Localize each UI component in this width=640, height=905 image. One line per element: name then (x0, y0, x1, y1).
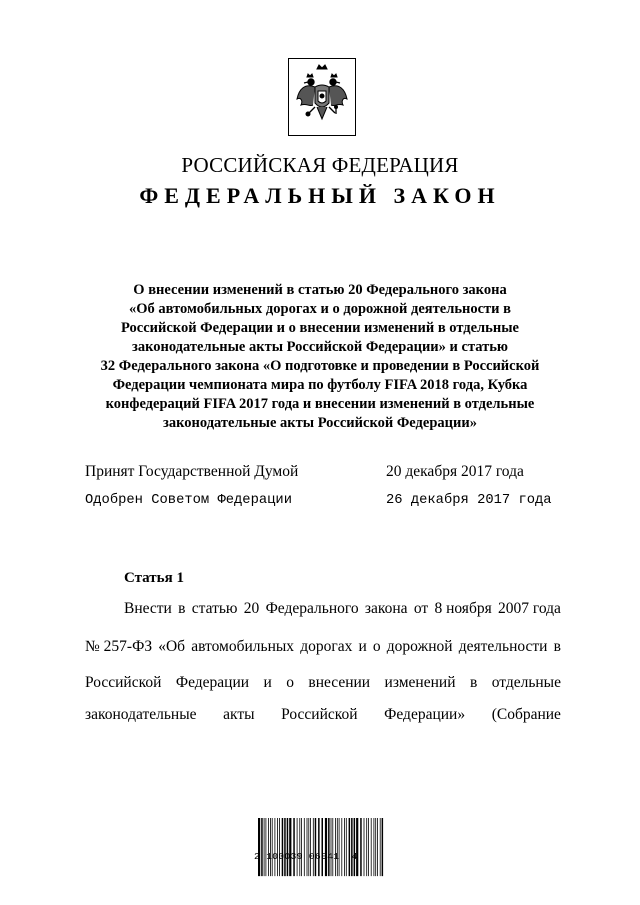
article-word: в (553, 638, 561, 655)
barcode-bar (374, 818, 375, 876)
double-headed-eagle-icon (289, 59, 355, 135)
barcode-bar (261, 818, 263, 876)
article-word: 8 ноября (434, 600, 492, 617)
article-word: Российской (281, 706, 358, 723)
barcode-bar (351, 818, 353, 876)
barcode-bar (366, 818, 367, 876)
barcode-bar (315, 818, 317, 876)
article-word: Федерального (265, 600, 359, 617)
article-body-line (85, 706, 561, 724)
article-word: статью (191, 600, 238, 617)
law-name-line: Федерации чемпионата мира по футболу FIFA 2018 года, Кубка (112, 377, 528, 393)
council-approval-date: 26 декабря 2017 года (386, 493, 552, 508)
barcode-bar (368, 818, 369, 876)
barcode-bar (301, 818, 302, 876)
article-word: в (178, 600, 186, 617)
barcode-bar (346, 818, 347, 876)
barcode-bar (308, 818, 309, 876)
article-word: Российской (85, 674, 162, 691)
coat-of-arms-emblem (288, 58, 356, 136)
barcode-bar (332, 818, 333, 876)
barcode-bar (360, 818, 362, 876)
barcode-bar (318, 818, 320, 876)
barcode-bar (382, 818, 384, 876)
barcode-bar (277, 818, 278, 876)
law-name-line: «Об автомобильных дорогах и о дорожной деятельности в (129, 301, 511, 317)
barcode-bar (279, 818, 280, 876)
country-heading: РОССИЙСКАЯ ФЕДЕРАЦИЯ (181, 153, 459, 177)
article-word: акты (223, 706, 255, 723)
barcode-bar (377, 818, 378, 876)
council-approval-label: Одобрен Советом Федерации (85, 493, 292, 508)
article-word: законодательные (85, 706, 197, 723)
barcode-bar (268, 818, 269, 876)
article-word: автомобильных (191, 638, 295, 655)
article-word: в (469, 674, 478, 691)
article-body-line (85, 638, 561, 656)
barcode-bar (364, 818, 365, 876)
barcode-bar (258, 818, 260, 876)
barcode-bar (331, 818, 332, 876)
article-word: (Собрание (491, 706, 561, 723)
duma-adoption-date: 20 декабря 2017 года (386, 463, 524, 480)
article-word: отдельные (491, 674, 561, 691)
barcode-bar (313, 818, 314, 876)
barcode-number: 2 100039 06041 4 (254, 851, 358, 862)
barcode-bar (349, 818, 351, 876)
article-word: от (413, 600, 429, 617)
article-word: Федерации (175, 674, 250, 691)
law-name-line: Российской Федерации и о внесении изменений в отдельные (121, 320, 519, 336)
barcode-bar (304, 818, 305, 876)
barcode-bar (310, 818, 311, 876)
article-word: 2007 года (498, 600, 561, 617)
barcode-bar (307, 818, 308, 876)
article-word: изменений (384, 674, 456, 691)
article-body-line (85, 674, 561, 692)
law-name-line: законодательные акты Российской Федерации» (163, 415, 477, 431)
barcode-bar (354, 818, 356, 876)
barcode-bar (344, 818, 345, 876)
barcode-bar (270, 818, 271, 876)
article-word: о (286, 674, 294, 691)
barcode-bar (289, 818, 291, 876)
article-word: деятельности (458, 638, 548, 655)
law-name-line: О внесении изменений в статью 20 Федерального закона (133, 282, 507, 298)
barcode-bar (322, 818, 324, 876)
law-name-block (100, 281, 540, 433)
barcode-bar (266, 818, 267, 876)
article-word: № 257-ФЗ (85, 638, 153, 655)
article-word: дорогах (300, 638, 353, 655)
article-word: и (263, 674, 272, 691)
barcode-bar (375, 818, 376, 876)
article-word: дорожной (386, 638, 453, 655)
article-word: «Об (158, 638, 186, 655)
article-word: 20 (243, 600, 260, 617)
barcode-bar (293, 818, 295, 876)
barcode-bar (325, 818, 327, 876)
barcode-bar (264, 818, 265, 876)
article-word: и (358, 638, 367, 655)
law-name-line: 32 Федерального закона «О подготовке и проведении в Российской (100, 358, 540, 374)
barcode-bar (282, 818, 284, 876)
article-body-line (124, 600, 561, 618)
barcode-bar (339, 818, 340, 876)
article-word: Внести (124, 600, 172, 617)
article-word: закона (364, 600, 408, 617)
barcode-bar (284, 818, 286, 876)
article-word: Федерации» (384, 706, 466, 723)
barcode-bar (272, 818, 273, 876)
barcode-bar (335, 818, 336, 876)
barcode-bar (328, 818, 330, 876)
article-word: внесении (308, 674, 371, 691)
barcode-bar (341, 818, 342, 876)
barcode-bar (287, 818, 289, 876)
barcode-bar (356, 818, 358, 876)
article-word: о (372, 638, 381, 655)
law-name-line: законодательные акты Российской Федерации» и статью (132, 339, 508, 355)
barcode-bar (380, 818, 381, 876)
barcode-bar (299, 818, 300, 876)
article-heading: Статья 1 (124, 570, 184, 586)
law-name-line: конфедераций FIFA 2017 года и внесении изменений в отдельные (105, 396, 535, 412)
law-type-title: ФЕДЕРАЛЬНЫЙ ЗАКОН (139, 183, 501, 208)
duma-adoption-label: Принят Государственной Думой (85, 463, 299, 480)
barcode-bar (337, 818, 338, 876)
barcode-bar (371, 818, 372, 876)
document-barcode (254, 818, 388, 880)
barcode-bar (297, 818, 298, 876)
barcode-bar (275, 818, 276, 876)
